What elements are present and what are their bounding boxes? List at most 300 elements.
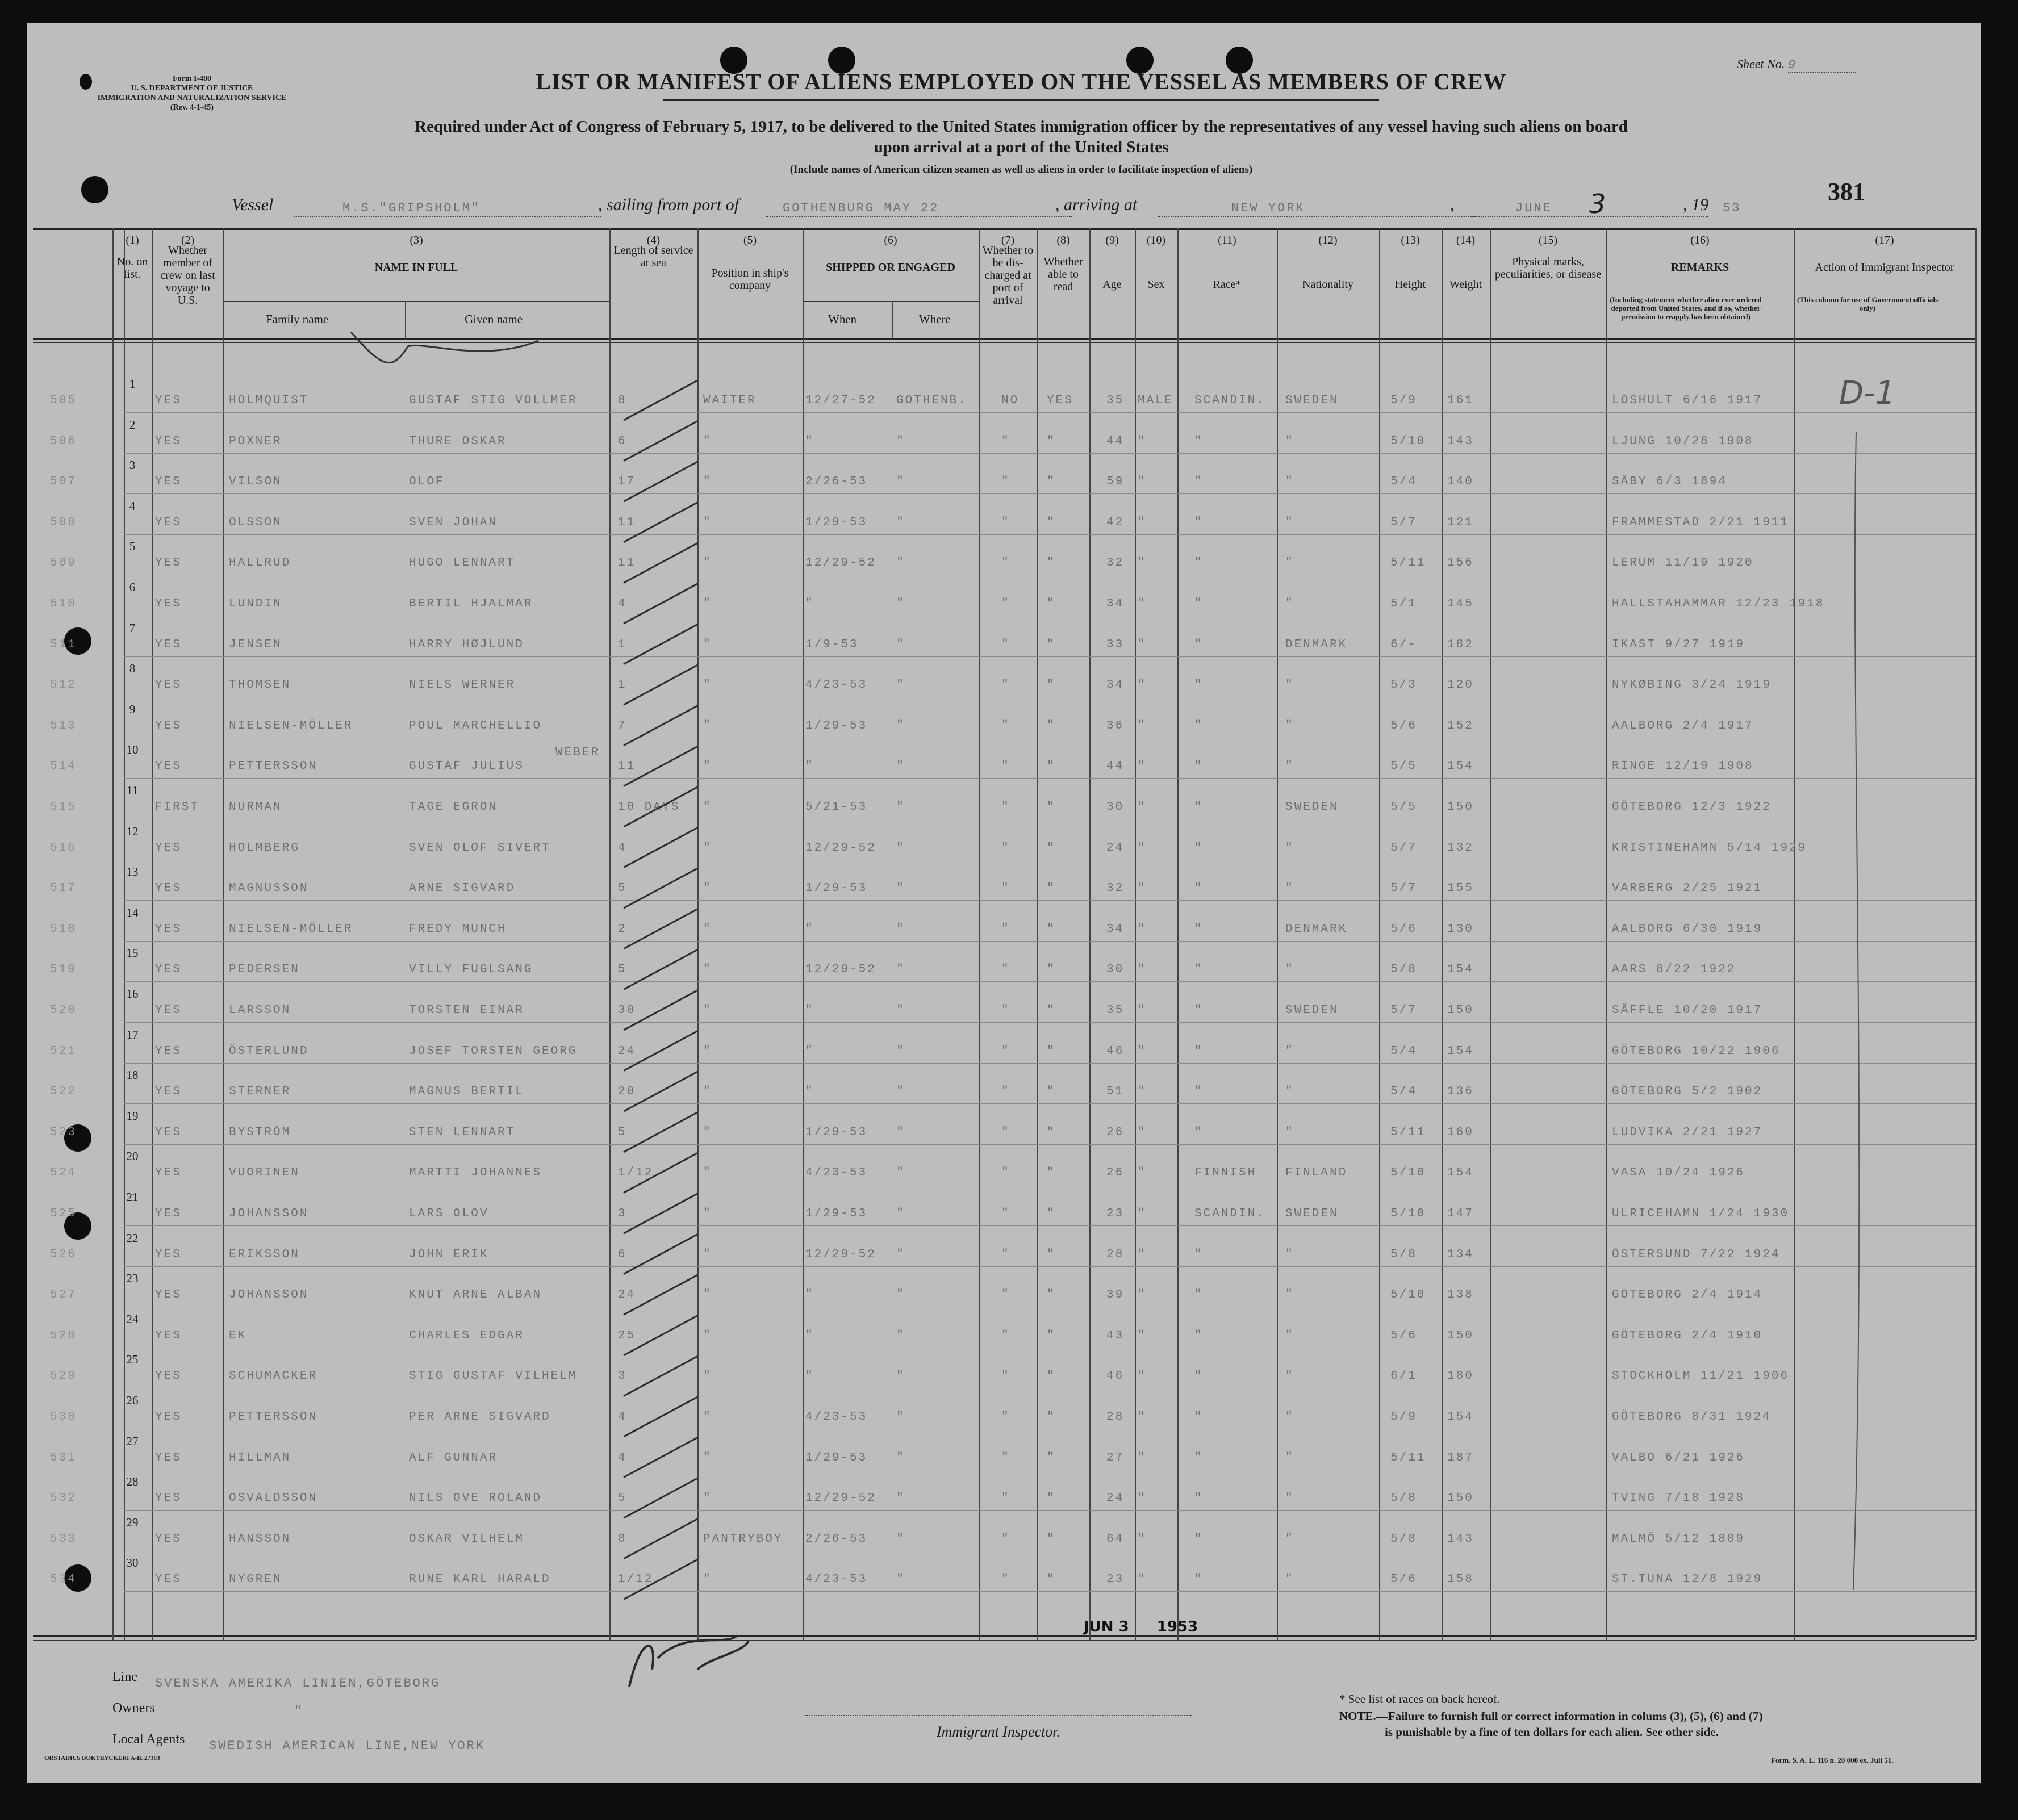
weight: 138 [1447, 1288, 1474, 1302]
age: 64 [1106, 1532, 1125, 1546]
pencil-check [624, 787, 697, 827]
weight: 147 [1447, 1207, 1474, 1220]
height: 5/8 [1390, 1492, 1417, 1505]
column-number: (17) [1875, 234, 1894, 246]
shipped-when: 4/23-53 [805, 679, 868, 692]
side-number: 528 [50, 1329, 77, 1342]
row-number: 23 [126, 1271, 139, 1286]
family-name-header: Family name [266, 312, 329, 326]
side-number: 516 [50, 841, 77, 855]
sex: " [1138, 1532, 1147, 1546]
crew-last-voyage: YES [155, 1573, 182, 1587]
race: FINNISH [1194, 1166, 1257, 1180]
shipped-when: 4/23-53 [805, 1166, 868, 1180]
column-number: (1) [126, 234, 139, 246]
remarks: GÖTEBORG 2/4 1910 [1612, 1329, 1763, 1342]
remarks: GÖTEBORG 8/31 1924 [1612, 1411, 1772, 1424]
side-number: 531 [50, 1451, 77, 1465]
age: 46 [1106, 1044, 1125, 1058]
discharged: " [1001, 1044, 1010, 1058]
department: U. S. DEPARTMENT OF JUSTICE [131, 84, 253, 93]
sex: " [1138, 1329, 1147, 1342]
nationality: " [1285, 1573, 1294, 1587]
column-header: Whether to be dis-charged at port of arrival [982, 244, 1034, 307]
race: " [1194, 1451, 1204, 1465]
agents-value: SWEDISH AMERICAN LINE,NEW YORK [209, 1739, 486, 1753]
where-header: Where [919, 312, 951, 326]
given-name-header: Given name [465, 312, 523, 326]
age: 34 [1106, 922, 1125, 936]
nationality: " [1285, 719, 1294, 733]
race: " [1194, 882, 1204, 896]
race: " [1194, 1044, 1204, 1058]
stamp-date: JUN 3 [1084, 1618, 1129, 1635]
pencil-check [624, 1559, 697, 1599]
side-number: 521 [50, 1044, 77, 1058]
remarks-note: (Including statement whether alien ever ordered deported from United States, and if so, whether permission to reapply has been obtained) [1610, 295, 1762, 321]
crew-last-voyage: YES [155, 1532, 182, 1546]
column-header: Position in ship's company [711, 267, 789, 292]
sailing-port: GOTHENBURG MAY 22 [783, 201, 939, 215]
column-header: Physical marks, peculiarities, or disease [1494, 256, 1602, 281]
position: " [703, 882, 712, 896]
weight: 187 [1447, 1451, 1474, 1465]
service-length: 30 [618, 1004, 636, 1017]
column-number: (8) [1056, 234, 1070, 246]
nationality: " [1285, 1329, 1294, 1342]
column-number: (5) [743, 234, 757, 246]
discharged: " [1001, 597, 1010, 610]
crew-last-voyage: YES [155, 1492, 182, 1505]
given-name: NIELS WERNER [409, 679, 516, 692]
row-number: 15 [126, 946, 139, 960]
row-number: 16 [126, 987, 139, 1001]
family-name: ÖSTERLUND [229, 1044, 309, 1058]
column-number: (16) [1690, 234, 1710, 246]
able-to-read: " [1047, 1085, 1056, 1099]
column-number: (12) [1318, 234, 1338, 246]
column-number: (4) [646, 234, 661, 246]
race: " [1194, 719, 1204, 733]
pencil-marks [27, 23, 1981, 1783]
discharged: " [1001, 801, 1010, 814]
given-name: ARNE SIGVARD [409, 882, 516, 896]
position: " [703, 1004, 712, 1017]
position: " [703, 1492, 712, 1505]
date-comma: , [1450, 195, 1455, 214]
given-name: MARTTI JOHANNES [409, 1166, 542, 1180]
given-name: ALF GUNNAR [409, 1451, 498, 1465]
pencil-check [624, 421, 697, 461]
agents-label: Local Agents [112, 1732, 185, 1747]
column-number: (11) [1218, 234, 1236, 246]
given-name: HARRY HØJLUND [409, 638, 524, 651]
sex: " [1138, 882, 1147, 896]
remarks: GÖTEBORG 2/4 1914 [1612, 1288, 1763, 1302]
position: " [703, 557, 712, 570]
age: 32 [1106, 557, 1125, 570]
side-number: 526 [50, 1248, 77, 1261]
shipped-when: " [805, 434, 814, 448]
shipped-when: 1/9-53 [805, 638, 859, 651]
family-name: LUNDIN [229, 597, 282, 610]
document-title: LIST OR MANIFEST OF ALIENS EMPLOYED ON THE VESSEL AS MEMBERS OF CREW [536, 69, 1507, 94]
crew-last-voyage: YES [155, 597, 182, 610]
given-name: JOSEF TORSTEN GEORG [409, 1044, 578, 1058]
position: " [703, 638, 712, 651]
side-number: 530 [50, 1411, 77, 1424]
position: " [703, 719, 712, 733]
crew-last-voyage: YES [155, 679, 182, 692]
crew-last-voyage: YES [155, 1126, 182, 1139]
printer-note: ORSTADIUS BOKTRYCKERI A-B. 27303 [44, 1755, 160, 1762]
column-header: Whether able to read [1043, 256, 1083, 293]
when-header: When [828, 312, 857, 326]
row-number: 3 [129, 458, 136, 472]
able-to-read: " [1047, 963, 1056, 977]
owners-label: Owners [112, 1701, 155, 1716]
family-name: STERNER [229, 1085, 291, 1099]
position: " [703, 1207, 712, 1220]
sex: " [1138, 963, 1147, 977]
age: 32 [1106, 882, 1125, 896]
discharged: NO [1001, 394, 1020, 407]
row-number: 28 [126, 1475, 139, 1489]
remarks: VASA 10/24 1926 [1612, 1166, 1745, 1180]
column-header: Weight [1449, 278, 1482, 291]
sex: " [1138, 719, 1147, 733]
weight: 155 [1447, 882, 1474, 896]
given-name: NILS OVE ROLAND [409, 1492, 542, 1505]
weight: 134 [1447, 1248, 1474, 1261]
arriving-port: NEW YORK [1231, 201, 1305, 215]
column-number: (2) [181, 234, 195, 246]
race: " [1194, 597, 1204, 610]
discharged: " [1001, 516, 1010, 529]
shipped-when: " [805, 1370, 814, 1383]
crew-last-voyage: YES [155, 1411, 182, 1424]
able-to-read: " [1047, 1370, 1056, 1383]
service-length: 17 [618, 475, 636, 489]
remarks: SÄFFLE 10/20 1917 [1612, 1004, 1763, 1017]
able-to-read: " [1047, 557, 1056, 570]
given-name: SVEN OLOF SIVERT [409, 841, 551, 855]
column-header: REMARKS [1670, 261, 1729, 274]
service-length: 11 [618, 557, 636, 570]
shipped-where: " [896, 1451, 905, 1465]
sex: " [1138, 1492, 1147, 1505]
able-to-read: " [1047, 1004, 1056, 1017]
weight: 150 [1447, 1329, 1474, 1342]
position: " [703, 434, 712, 448]
remarks: TVING 7/18 1928 [1612, 1492, 1745, 1505]
age: 23 [1106, 1207, 1125, 1220]
year-label: , 19 [1683, 195, 1708, 214]
shipped-when: 1/29-53 [805, 1126, 868, 1139]
race: " [1194, 1573, 1204, 1587]
remarks: LERUM 11/19 1920 [1612, 557, 1754, 570]
shipped-where: " [896, 1329, 905, 1342]
race: " [1194, 1329, 1204, 1342]
form-number: Form I-480 [172, 74, 212, 83]
position: " [703, 1085, 712, 1099]
position: " [703, 1288, 712, 1302]
height: 5/5 [1390, 801, 1417, 814]
nationality: FINLAND [1285, 1166, 1348, 1180]
row-number: 26 [126, 1394, 139, 1407]
row-number: 20 [126, 1149, 139, 1164]
sex: " [1138, 1411, 1147, 1424]
column-number: (10) [1146, 234, 1166, 246]
discharged: " [1001, 1411, 1010, 1424]
shipped-when: 1/29-53 [805, 882, 868, 896]
discharged: " [1001, 1166, 1010, 1180]
age: 26 [1106, 1166, 1125, 1180]
race: " [1194, 557, 1204, 570]
shipped-where: " [896, 841, 905, 855]
position: " [703, 760, 712, 773]
pencil-check [624, 625, 697, 664]
age: 24 [1106, 1492, 1125, 1505]
able-to-read: " [1047, 882, 1056, 896]
service-length: 25 [618, 1329, 636, 1342]
family-name: ERIKSSON [229, 1248, 300, 1261]
remarks: LOSHULT 6/16 1917 [1612, 394, 1763, 407]
row-number: 9 [129, 702, 136, 716]
given-name: CHARLES EDGAR [409, 1329, 524, 1342]
family-name: PEDERSEN [229, 963, 300, 977]
age: 27 [1106, 1451, 1125, 1465]
column-number: (9) [1105, 234, 1119, 246]
service-length: 1/12 [618, 1166, 654, 1180]
row-number: 5 [129, 539, 136, 554]
discharged: " [1001, 1329, 1010, 1342]
crew-last-voyage: YES [155, 963, 182, 977]
shipped-when: 1/29-53 [805, 719, 868, 733]
service-length: 10 DAYS [618, 801, 680, 814]
include-note: (Include names of American citizen seamen as well as aliens in order to facilitate inspection of aliens) [789, 164, 1253, 175]
shipped-when: " [805, 597, 814, 610]
column-number: (3) [410, 234, 423, 246]
row-number: 2 [129, 417, 136, 432]
pencil-check [624, 990, 697, 1030]
pencil-check [624, 1519, 697, 1559]
row-number: 17 [126, 1027, 139, 1041]
arrival-month: JUNE [1515, 201, 1552, 215]
service-length: 7 [618, 719, 627, 733]
race: " [1194, 1411, 1204, 1424]
shipped-when: " [805, 760, 814, 773]
family-name: PETTERSSON [229, 1411, 318, 1424]
nationality: " [1285, 679, 1294, 692]
shipped-where: " [896, 597, 905, 610]
column-number: (15) [1538, 234, 1558, 246]
race: " [1194, 1532, 1204, 1546]
remarks: LUDVIKA 2/21 1927 [1612, 1126, 1763, 1139]
height: 5/11 [1390, 1126, 1426, 1139]
given-name: GUSTAF JULIUS [409, 760, 524, 773]
side-number: 518 [50, 922, 77, 936]
column-header: SHIPPED OR ENGAGED [826, 261, 955, 274]
able-to-read: " [1047, 1451, 1056, 1465]
service-length: 1/12 [618, 1573, 654, 1587]
shipped-where: " [896, 1248, 905, 1261]
race: " [1194, 638, 1204, 651]
age: 24 [1106, 841, 1125, 855]
sex: " [1138, 922, 1147, 936]
shipped-where: " [896, 922, 905, 936]
able-to-read: " [1047, 1126, 1056, 1139]
discharged: " [1001, 1288, 1010, 1302]
nationality: DENMARK [1285, 922, 1348, 936]
height: 5/5 [1390, 760, 1417, 773]
height: 5/10 [1390, 1207, 1426, 1220]
family-name: JOHANSSON [229, 1288, 309, 1302]
pencil-check [624, 1194, 697, 1233]
sheet-label: Sheet No. [1737, 57, 1785, 71]
shipped-where: " [896, 1044, 905, 1058]
sex: " [1138, 434, 1147, 448]
service-length: 1 [618, 679, 627, 692]
crew-last-voyage: YES [155, 841, 182, 855]
family-name: JENSEN [229, 638, 282, 651]
nationality: " [1285, 760, 1294, 773]
race: " [1194, 475, 1204, 489]
service-length: 11 [618, 760, 636, 773]
crew-last-voyage: YES [155, 1248, 182, 1261]
remarks: AALBORG 2/4 1917 [1612, 719, 1754, 733]
given-name: GUSTAF STIG VOLLMER [409, 394, 578, 407]
weight: 182 [1447, 638, 1474, 651]
weight: 161 [1447, 394, 1474, 407]
sex: " [1138, 760, 1147, 773]
given-name-extra: WEBER [555, 746, 600, 760]
discharged: " [1001, 557, 1010, 570]
required-text-2: upon arrival at a port of the United States [874, 138, 1169, 156]
shipped-where: " [896, 760, 905, 773]
race: " [1194, 434, 1204, 448]
remarks: GÖTEBORG 10/22 1906 [1612, 1044, 1781, 1058]
discharged: " [1001, 638, 1010, 651]
side-number: 524 [50, 1166, 77, 1180]
shipped-when: 1/29-53 [805, 1451, 868, 1465]
shipped-when: 4/23-53 [805, 1573, 868, 1587]
discharged: " [1001, 1451, 1010, 1465]
weight: 160 [1447, 1126, 1474, 1139]
remarks: VARBERG 2/25 1921 [1612, 882, 1763, 896]
nationality: SWEDEN [1285, 394, 1339, 407]
shipped-where: " [896, 801, 905, 814]
able-to-read: " [1047, 1044, 1056, 1058]
service-length: 11 [618, 516, 636, 529]
column-header: Height [1394, 278, 1426, 291]
shipped-where: " [896, 434, 905, 448]
able-to-read: " [1047, 1207, 1056, 1220]
position: " [703, 679, 712, 692]
service-length: 4 [618, 1451, 627, 1465]
service-length: 5 [618, 1126, 627, 1139]
able-to-read: " [1047, 434, 1056, 448]
weight: 150 [1447, 1004, 1474, 1017]
age: 23 [1106, 1573, 1125, 1587]
service-length: 4 [618, 841, 627, 855]
pencil-check [624, 503, 697, 542]
crew-last-voyage: YES [155, 516, 182, 529]
nationality: " [1285, 882, 1294, 896]
shipped-where: " [896, 1126, 905, 1139]
shipped-when: " [805, 1044, 814, 1058]
shipped-where: " [896, 963, 905, 977]
age: 28 [1106, 1248, 1125, 1261]
pencil-check [624, 1235, 697, 1274]
age: 33 [1106, 638, 1125, 651]
able-to-read: " [1047, 760, 1056, 773]
pencil-check [624, 1031, 697, 1071]
height: 5/7 [1390, 841, 1417, 855]
service-length: 5 [618, 963, 627, 977]
shipped-where: " [896, 1085, 905, 1099]
nationality: SWEDEN [1285, 1207, 1339, 1220]
family-name: VUORINEN [229, 1166, 300, 1180]
weight: 121 [1447, 516, 1474, 529]
side-number: 525 [50, 1207, 77, 1220]
vessel-name: M.S."GRIPSHOLM" [342, 201, 481, 215]
shipped-where: " [896, 679, 905, 692]
family-name: NYGREN [229, 1573, 282, 1587]
given-name: LARS OLOV [409, 1207, 489, 1220]
sex: " [1138, 841, 1147, 855]
service-length: 1 [618, 638, 627, 651]
height: 5/1 [1390, 597, 1417, 610]
given-name: FREDY MUNCH [409, 922, 507, 936]
nationality: " [1285, 1248, 1294, 1261]
sex: " [1138, 475, 1147, 489]
weight: 120 [1447, 679, 1474, 692]
able-to-read: " [1047, 679, 1056, 692]
column-header: Action of Immigrant Inspector [1815, 261, 1954, 274]
family-name: NIELSEN-MÖLLER [229, 922, 353, 936]
discharged: " [1001, 719, 1010, 733]
position: " [703, 597, 712, 610]
service-name: IMMIGRATION AND NATURALIZATION SERVICE [97, 94, 287, 102]
pencil-check [624, 746, 697, 786]
nationality: " [1285, 1370, 1294, 1383]
sex: " [1138, 1044, 1147, 1058]
height: 5/3 [1390, 679, 1417, 692]
remarks: MALMÖ 5/12 1889 [1612, 1532, 1745, 1546]
stamp-year: 1953 [1156, 1618, 1198, 1635]
service-length: 24 [618, 1288, 636, 1302]
family-name: PETTERSSON [229, 760, 318, 773]
owners-value: " [294, 1704, 304, 1718]
able-to-read: " [1047, 801, 1056, 814]
side-number: 508 [50, 516, 77, 529]
position: " [703, 963, 712, 977]
race: " [1194, 516, 1204, 529]
row-number: 25 [126, 1353, 139, 1367]
vessel-label: Vessel [232, 195, 274, 214]
age: 59 [1106, 475, 1125, 489]
crew-last-voyage: YES [155, 638, 182, 651]
family-name: LARSSON [229, 1004, 291, 1017]
service-length: 8 [618, 394, 627, 407]
side-number: 517 [50, 882, 77, 896]
remarks: AARS 8/22 1922 [1612, 963, 1736, 977]
pencil-check [624, 584, 697, 624]
given-name: SVEN JOHAN [409, 516, 498, 529]
date-stamp [1084, 1618, 1198, 1635]
service-length: 2 [618, 922, 627, 936]
